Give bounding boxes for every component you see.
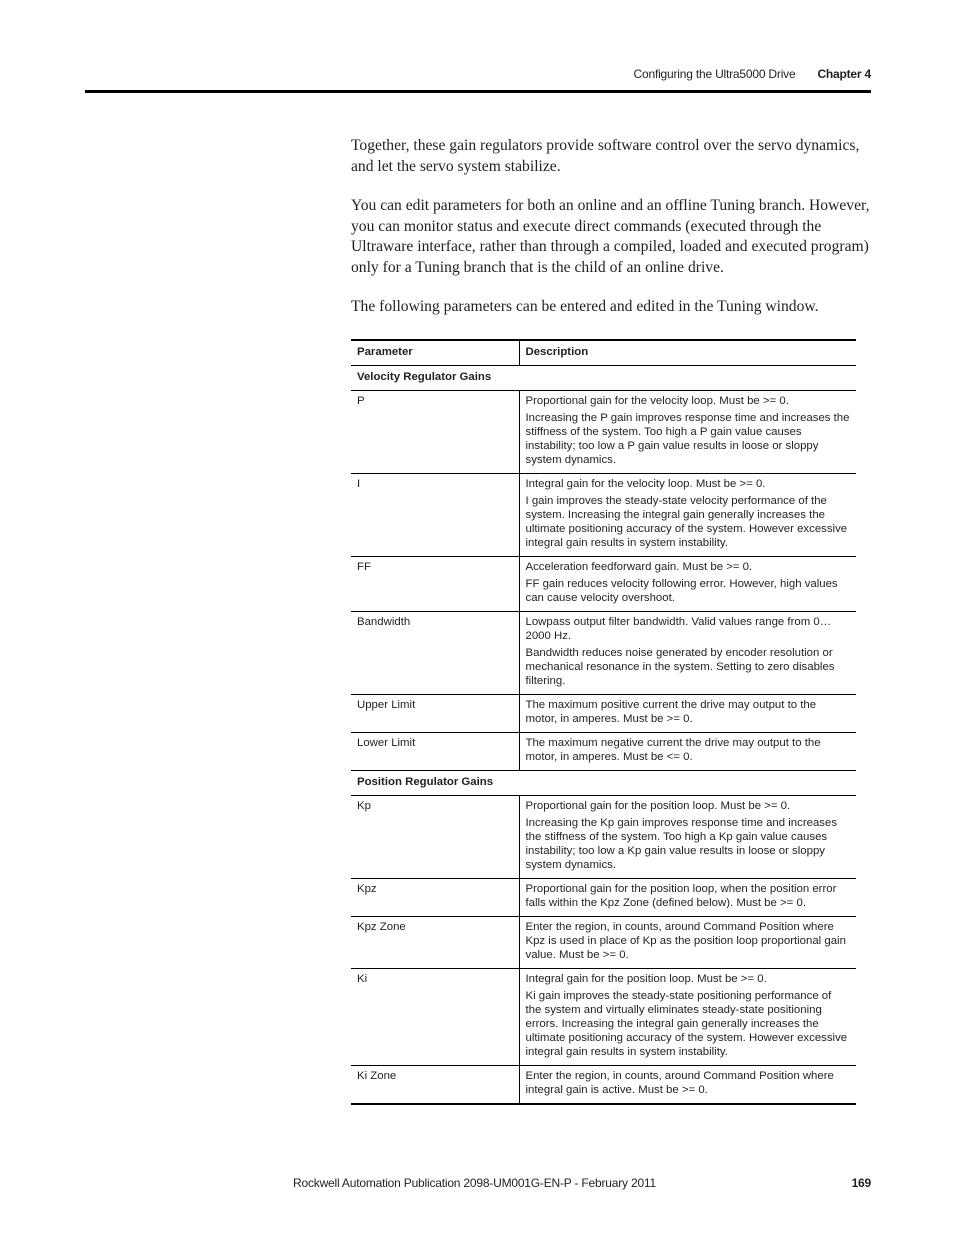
group-title: Position Regulator Gains bbox=[351, 771, 856, 796]
table-row bbox=[351, 474, 856, 557]
table-row bbox=[351, 557, 856, 612]
table-group-row bbox=[351, 771, 856, 796]
parameter-name: P bbox=[351, 391, 519, 474]
page-header bbox=[85, 60, 871, 93]
description-line: I gain improves the steady-state velocity performance of the system. Increasing the integral gain generally increases the ultimate positioning accuracy of the system. However excessive integral gain results in system instability. bbox=[525, 495, 848, 549]
description-line: Enter the region, in counts, around Command Position where integral gain is active. Must be >= 0. bbox=[525, 1070, 834, 1096]
description-line: Proportional gain for the position loop. Must be >= 0. bbox=[525, 800, 791, 812]
table-row bbox=[351, 1066, 856, 1105]
parameter-description bbox=[519, 612, 856, 695]
table-group-row bbox=[351, 366, 856, 391]
table-row bbox=[351, 612, 856, 695]
parameter-name: Bandwidth bbox=[351, 612, 519, 695]
column-header-description: Description bbox=[519, 340, 856, 366]
table-row bbox=[351, 879, 856, 917]
table-row bbox=[351, 917, 856, 969]
description-line: Ki gain improves the steady-state positioning performance of the system and virtually eliminates steady-state positioning errors. Increasing the integral gain generally increases the ultimate positioning accuracy of the system. However excessive integral gain results in system instability. bbox=[525, 990, 848, 1058]
parameter-name: Kpz Zone bbox=[351, 917, 519, 969]
table-row bbox=[351, 391, 856, 474]
parameter-name: Upper Limit bbox=[351, 695, 519, 733]
parameter-description bbox=[519, 391, 856, 474]
parameter-name: Kp bbox=[351, 796, 519, 879]
description-line: The maximum positive current the drive may output to the motor, in amperes. Must be >= 0. bbox=[525, 699, 817, 725]
parameter-description bbox=[519, 733, 856, 771]
tuning-parameters-table bbox=[351, 339, 856, 1105]
table-row bbox=[351, 695, 856, 733]
parameter-name: Lower Limit bbox=[351, 733, 519, 771]
parameter-description bbox=[519, 917, 856, 969]
description-line: Acceleration feedforward gain. Must be >= 0. bbox=[525, 561, 753, 573]
parameter-description bbox=[519, 1066, 856, 1105]
table-row bbox=[351, 969, 856, 1066]
description-line: Integral gain for the position loop. Must be >= 0. bbox=[525, 973, 767, 985]
parameter-description bbox=[519, 969, 856, 1066]
description-line: The maximum negative current the drive may output to the motor, in amperes. Must be <= 0. bbox=[525, 737, 821, 763]
parameter-description bbox=[519, 695, 856, 733]
description-line: Increasing the P gain improves response time and increases the stiffness of the system. Too high a P gain value causes instability; too low a P gain value results in loose or sloppy system dynamics. bbox=[525, 412, 850, 466]
parameter-name: Kpz bbox=[351, 879, 519, 917]
paragraph-intro: Together, these gain regulators provide software control over the servo dynamics, and let the servo system stabilize. bbox=[351, 137, 860, 175]
header-text bbox=[634, 67, 871, 81]
description-line: Increasing the Kp gain improves response time and increases the stiffness of the system. Too high a Kp gain value causes instability; too low a Kp gain value results in loose or sloppy system dynamics. bbox=[525, 817, 838, 871]
column-header-parameter: Parameter bbox=[351, 340, 519, 366]
description-line: Bandwidth reduces noise generated by encoder resolution or mechanical resonance in the system. Setting to zero disables filtering. bbox=[525, 647, 835, 687]
description-line: Integral gain for the velocity loop. Must be >= 0. bbox=[525, 478, 766, 490]
description-line: Proportional gain for the velocity loop. Must be >= 0. bbox=[525, 395, 789, 407]
parameter-description bbox=[519, 796, 856, 879]
paragraph-editing: You can edit parameters for both an online and an offline Tuning branch. However, you can monitor status and execute direct commands (executed through the Ultraware interface, rather than through a compiled, loaded and executed program) only for a Tuning branch that is the child of an online drive. bbox=[351, 197, 870, 276]
table-row bbox=[351, 796, 856, 879]
header-chapter: Chapter 4 bbox=[817, 67, 871, 81]
table-body bbox=[351, 366, 856, 1105]
header-title: Configuring the Ultra5000 Drive bbox=[633, 67, 796, 81]
parameter-name: FF bbox=[351, 557, 519, 612]
table-header-row bbox=[351, 340, 856, 366]
description-line: Lowpass output filter bandwidth. Valid values range from 0…2000 Hz. bbox=[525, 616, 832, 642]
parameter-name: Ki Zone bbox=[351, 1066, 519, 1105]
description-line: Enter the region, in counts, around Command Position where Kpz is used in place of Kp as the position loop proportional gain value. Must be >= 0. bbox=[525, 921, 846, 961]
footer-publication: Rockwell Automation Publication 2098-UM001G-EN-P - February 2011 bbox=[293, 1176, 656, 1190]
paragraph-table-intro: The following parameters can be entered and edited in the Tuning window. bbox=[351, 298, 819, 315]
parameter-description bbox=[519, 474, 856, 557]
group-title: Velocity Regulator Gains bbox=[351, 366, 856, 391]
parameter-name: Ki bbox=[351, 969, 519, 1066]
parameter-description bbox=[519, 557, 856, 612]
parameter-name: I bbox=[351, 474, 519, 557]
description-line: FF gain reduces velocity following error. However, high values can cause velocity overshoot. bbox=[525, 578, 838, 604]
table-row bbox=[351, 733, 856, 771]
parameter-description bbox=[519, 879, 856, 917]
description-line: Proportional gain for the position loop, when the position error falls within the Kpz Zone (defined below). Must be >= 0. bbox=[525, 883, 837, 909]
page-number: 169 bbox=[851, 1176, 871, 1190]
